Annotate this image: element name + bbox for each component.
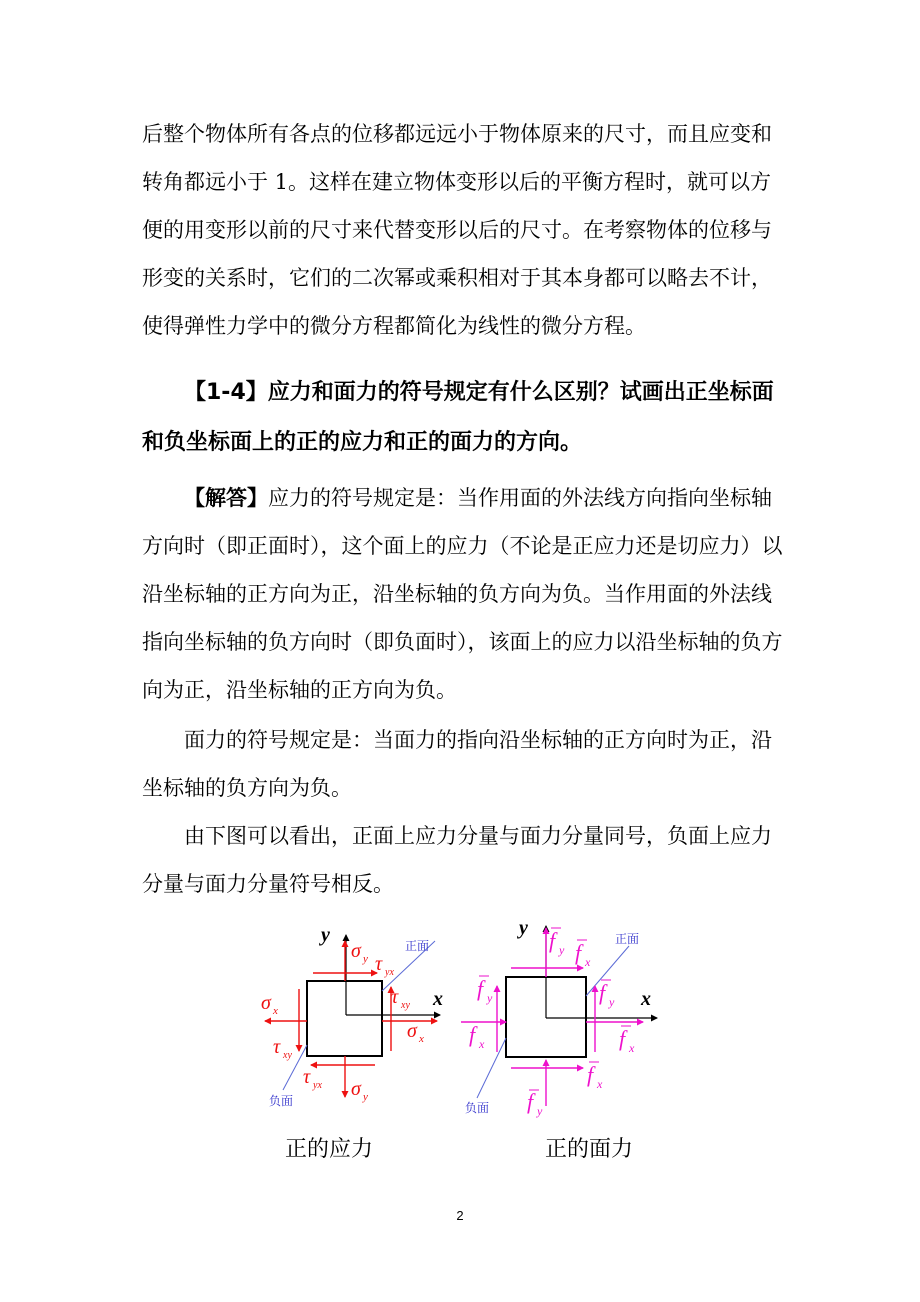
label-sigma-y-top — [351, 940, 368, 965]
caption-positive-surface-force: 正的面力 — [545, 1137, 634, 1162]
svg-text:σ: σ — [351, 940, 361, 962]
answer-body: 应力的符号规定是：当作用面的外法线方向指向坐标轴方向时（即正面时），这个面上的应力（不论是正应力还是切应力）以沿坐标轴的正方向为正，沿坐标轴的负方向为负。当作用面的外法线指向坐标轴的负方向时（即负面时），该面上的应力以沿坐标轴的负方向为正，沿坐标轴的正方向为负。 — [142, 486, 783, 702]
label-fx-top — [575, 940, 591, 969]
svg-text:x: x — [419, 1033, 424, 1045]
svg-text:f: f — [477, 976, 484, 1001]
label-sigma-x-left — [261, 992, 278, 1017]
svg-text:f: f — [469, 1022, 476, 1047]
svg-text:y: y — [537, 1104, 543, 1118]
svg-text:f: f — [599, 980, 606, 1005]
x-axis-label: x — [433, 988, 443, 1010]
label-tau-yx-top — [375, 953, 394, 978]
paragraph-small-deformation: 后整个物体所有各点的位移都远远小于物体原来的尺寸，而且应变和转角都远小于 1。这样在建立物体变形以后的平衡方程时，就可以方便的用变形以前的尺寸来代替变形以后的尺寸。在考察物体的位移与形变的关系时，它们的二次幂或乘积相对于其本身都可以略去不计，使得弹性力学中的微分方程都简化为线性的微分方程。 — [142, 122, 772, 338]
svg-text:y: y — [363, 1091, 368, 1103]
paragraph-answer — [142, 474, 792, 714]
answer-heading: 【解答】 — [184, 486, 268, 510]
svg-text:σ: σ — [407, 1020, 417, 1042]
svg-text:xy: xy — [401, 1000, 410, 1011]
paragraph-conclusion: 由下图可以看出，正面上应力分量与面力分量同号，负面上应力分量与面力分量符号相反。 — [142, 824, 772, 896]
svg-text:x: x — [629, 1041, 635, 1055]
svg-text:f: f — [587, 1062, 594, 1087]
svg-text:f: f — [527, 1089, 534, 1114]
svg-text:τ: τ — [391, 986, 399, 1008]
svg-text:x: x — [273, 1005, 278, 1017]
svg-text:f: f — [575, 940, 582, 965]
svg-text:y: y — [363, 953, 368, 965]
svg-text:y: y — [559, 943, 565, 957]
label-fy-right — [599, 980, 615, 1009]
svg-text:f: f — [549, 928, 556, 953]
svg-text:f: f — [619, 1026, 626, 1051]
label-tau-xy-left — [273, 1036, 292, 1061]
svg-text:τ: τ — [273, 1036, 281, 1058]
y-axis-label: y — [519, 917, 528, 939]
svg-text:τ: τ — [375, 953, 383, 975]
label-sigma-y-bottom — [351, 1078, 368, 1103]
label-sigma-x-right — [407, 1020, 424, 1045]
surface-force-diagram — [455, 910, 670, 1122]
label-fy-top — [549, 928, 565, 957]
caption-positive-stress: 正的应力 — [285, 1137, 374, 1162]
label-tau-yx-bottom — [303, 1066, 322, 1091]
stress-diagram — [255, 915, 455, 1120]
svg-text:σ: σ — [261, 992, 271, 1014]
label-fy-left — [477, 976, 493, 1005]
negative-face-label: 负面 — [269, 1094, 294, 1108]
x-axis-label: x — [641, 988, 651, 1010]
svg-text:x: x — [585, 955, 591, 969]
label-fx-bottom — [587, 1062, 603, 1091]
page-number: 2 — [456, 1208, 464, 1223]
svg-text:yx: yx — [313, 1080, 322, 1091]
label-fy-bottom — [527, 1089, 543, 1118]
svg-text:y: y — [487, 991, 493, 1005]
label-fx-right — [619, 1026, 635, 1055]
positive-face-label: 正面 — [615, 932, 640, 946]
question-1-4: 【1-4】应力和面力的符号规定有什么区别？试画出正坐标面和负坐标面上的正的应力和正的面力的方向。 — [142, 380, 774, 455]
svg-text:yx: yx — [385, 967, 394, 978]
svg-text:τ: τ — [303, 1066, 311, 1088]
paragraph-surface-force-rule: 面力的符号规定是：当面力的指向沿坐标轴的正方向时为正，沿坐标轴的负方向为负。 — [142, 728, 772, 800]
label-tau-xy-right — [391, 986, 410, 1011]
svg-text:xy: xy — [283, 1050, 292, 1061]
label-fx-left — [469, 1022, 485, 1051]
element-square — [307, 981, 382, 1056]
negative-face-label: 负面 — [465, 1101, 490, 1115]
positive-face-line — [586, 946, 629, 996]
svg-text:y: y — [609, 995, 615, 1009]
svg-text:x: x — [597, 1077, 603, 1091]
y-axis-label: y — [321, 924, 330, 946]
svg-text:x: x — [479, 1037, 485, 1051]
positive-face-label: 正面 — [405, 939, 430, 953]
svg-text:σ: σ — [351, 1078, 361, 1100]
